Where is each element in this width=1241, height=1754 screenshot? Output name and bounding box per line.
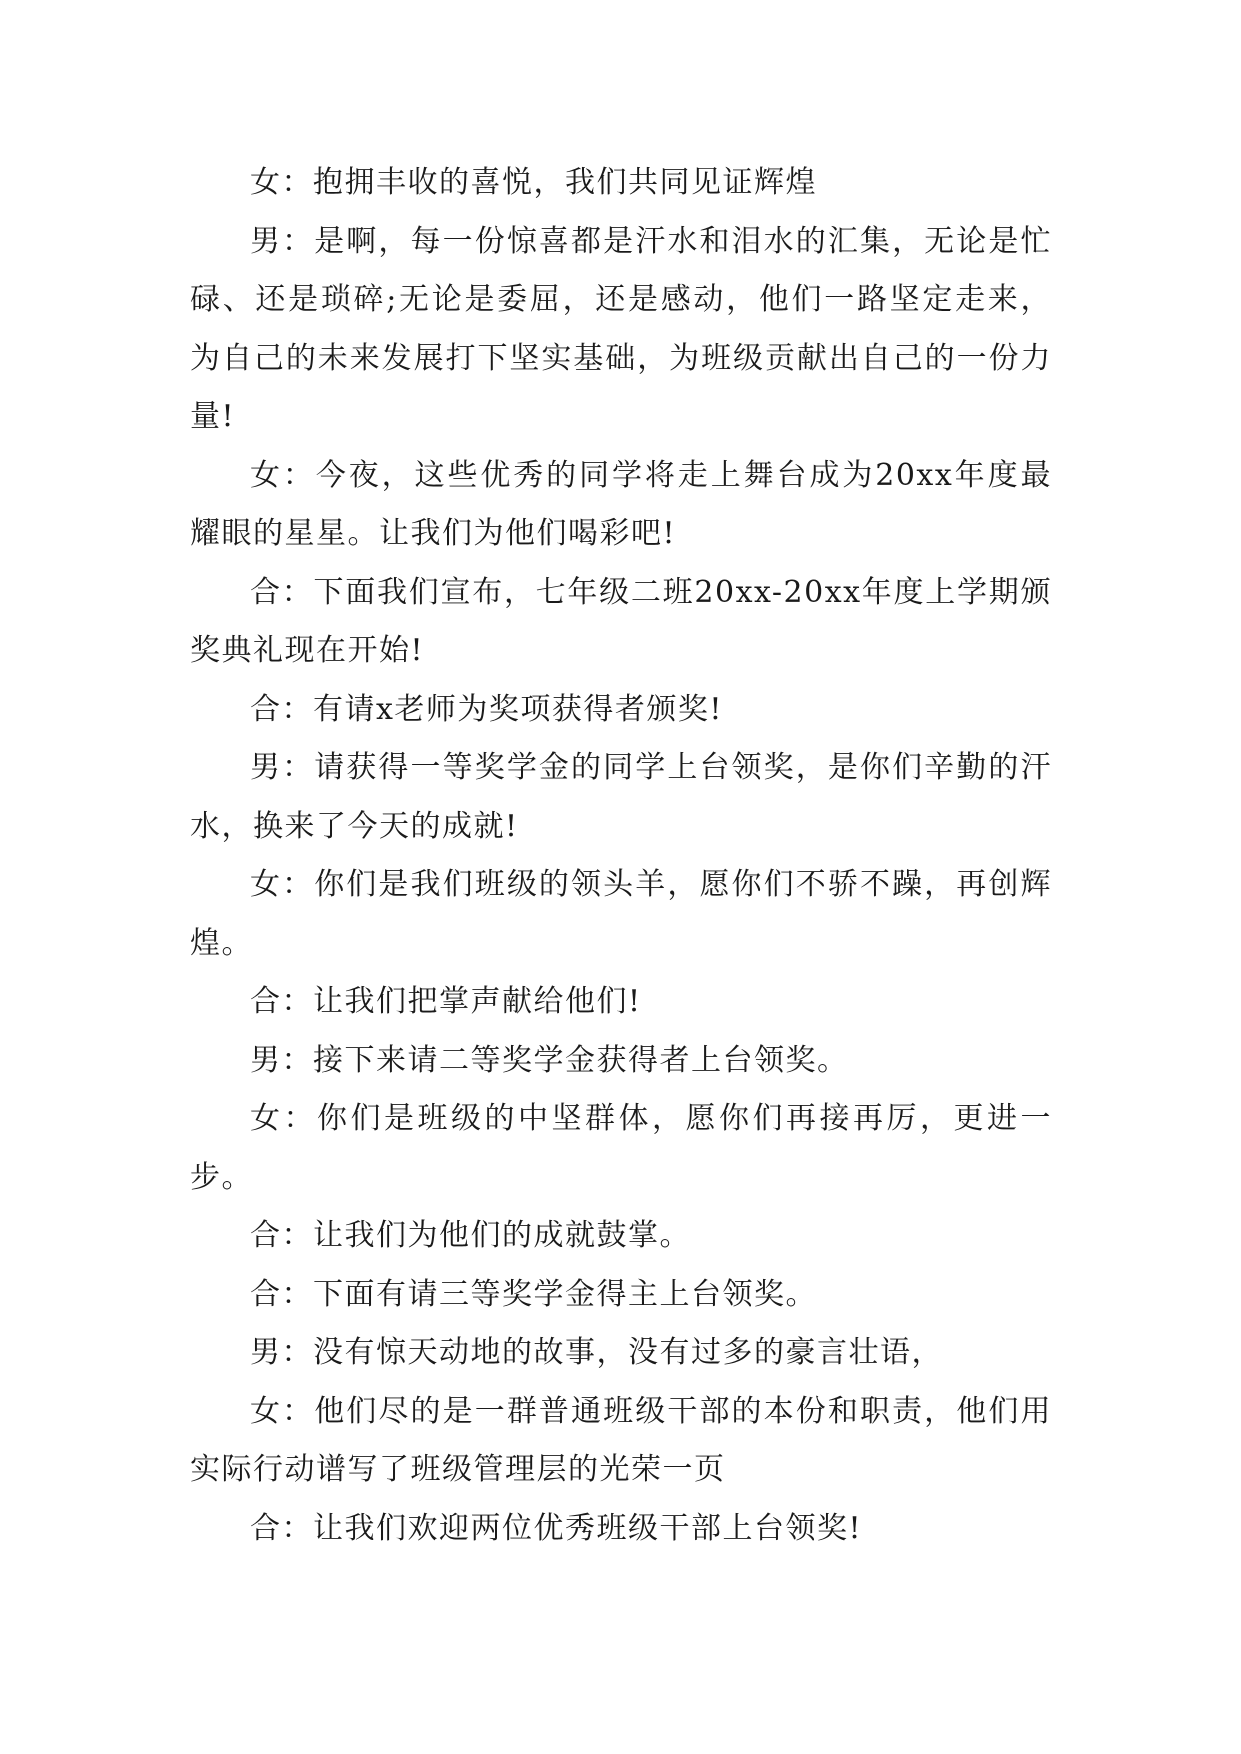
paragraph: 男：请获得一等奖学金的同学上台领奖，是你们辛勤的汗水，换来了今天的成就! — [190, 750, 1052, 844]
paragraph: 合：让我们欢迎两位优秀班级干部上台领奖! — [250, 1510, 863, 1546]
paragraph: 合：让我们为他们的成就鼓掌。 — [250, 1218, 691, 1253]
paragraph: 合：下面我们宣布，七年级二班20xx-20xx年度上学期颁奖典礼现在开始! — [190, 574, 1052, 668]
paragraph: 合：有请x老师为奖项获得者颁奖! — [250, 691, 723, 727]
paragraph: 女：今夜，这些优秀的同学将走上舞台成为20xx年度最耀眼的星星。让我们为他们喝彩吧! — [190, 457, 1052, 551]
document-body — [190, 154, 1052, 1558]
paragraph: 合：让我们把掌声献给他们! — [250, 984, 642, 1019]
paragraph: 男：没有惊天动地的故事，没有过多的豪言壮语， — [250, 1335, 943, 1370]
paragraph: 男：是啊，每一份惊喜都是汗水和泪水的汇集，无论是忙碌、还是琐碎;无论是委屈，还是感动，他们一路坚定走来，为自己的未来发展打下坚实基础，为班级贡献出自己的一份力量! — [190, 223, 1052, 434]
paragraph: 女：你们是我们班级的领头羊，愿你们不骄不躁，再创辉煌。 — [190, 867, 1052, 961]
paragraph: 女：他们尽的是一群普通班级干部的本份和职责，他们用实际行动谱写了班级管理层的光荣一页 — [190, 1393, 1052, 1487]
paragraph: 女：你们是班级的中坚群体，愿你们再接再厉，更进一步。 — [190, 1101, 1052, 1195]
paragraph: 男：接下来请二等奖学金获得者上台领奖。 — [250, 1042, 849, 1078]
paragraph: 合：下面有请三等奖学金得主上台领奖。 — [250, 1276, 817, 1312]
paragraph: 女：抱拥丰收的喜悦，我们共同见证辉煌 — [250, 165, 817, 200]
